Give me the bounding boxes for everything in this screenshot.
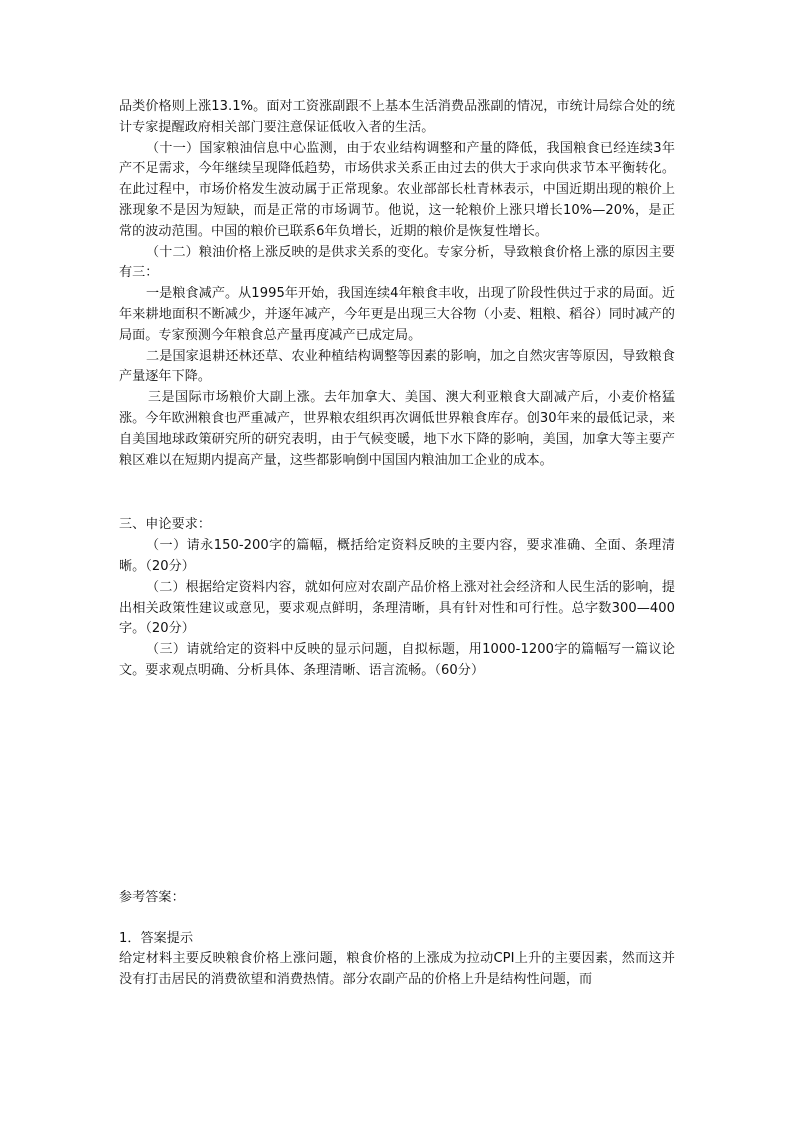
spacer: [119, 909, 675, 929]
paragraph-continuation: 品类价格则上涨13.1%。面对工资涨副跟不上基本生活消费品涨副的情况，市统计局综合处的统计专家提醒政府相关部门要注意保证低收入者的生活。: [119, 99, 675, 135]
answers-heading: 参考答案：: [119, 889, 185, 905]
spacer: [119, 682, 675, 888]
requirements-heading: 三、申论要求：: [119, 517, 212, 533]
answer-1-title: 1．答案提示: [119, 930, 194, 946]
paragraph-reason-3: 三是国际市场粮价大副上涨。去年加拿大、美国、澳大利亚粮食大副减产后，小麦价格猛涨。今年欧洲粮食也严重减产，世界粮农组织再次调低世界粮食库存。创30年来的最低记录，来自美国地球政策研究所的研究表明，由于气候变暖，地下水下降的影响，美国，加拿大等主要产粮区难以在短期内提高产量，这些都影响倒中国国内粮油加工企业的成本。: [119, 390, 675, 468]
requirement-2: （二）根据给定资料内容，就如何应对农副产品价格上涨对社会经济和人民生活的影响，提出相关政策性建议或意见，要求观点鲜明，条理清晰，具有针对性和可行性。总字数300—400字。（20分）: [119, 579, 675, 637]
paragraph-reason-2: 二是国家退耕还林还草、农业种植结构调整等因素的影响，加之自然灾害等原因，导致粮食产量逐年下降。: [119, 348, 675, 385]
requirement-3: （三）请就给定的资料中反映的显示问题，自拟标题，用1000-1200字的篇幅写一篇议论文。要求观点明确、分析具体、条理清晰、语言流畅。（60分）: [119, 642, 675, 678]
answer-1-text: 给定材料主要反映粮食价格上涨问题，粮食价格的上涨成为拉动CPI上升的主要因素，然而这并没有打击居民的消费欲望和消费热情。部分农副产品的价格上升是结构性问题，而: [119, 951, 675, 988]
paragraph-12: （十二）粮油价格上涨反映的是供求关系的变化。专家分析，导致粮食价格上涨的原因主要有三：: [119, 244, 675, 281]
paragraph-reason-1: 一是粮食减产。从1995年开始，我国连续4年粮食丰收，出现了阶段性供过于求的局面。近年来耕地面积不断减少，并逐年减产，今年更是出现三大谷物（小麦、粗粮、稻谷）同时减产的局面。专家预测今年粮食总产量再度减产已成定局。: [119, 286, 675, 343]
paragraph-11: （十一）国家粮油信息中心监测，由于农业结构调整和产量的降低，我国粮食已经连续3年产不足需求，今年继续呈现降低趋势，市场供求关系正由过去的供大于求向供求节本平衡转化。在此过程中，市场价格发生波动属于正常现象。农业部部长杜青林表示，中国近期出现的粮价上涨现象不是因为短缺，而是正常的市场调节。他说，这一轮粮价上涨只增长10%—20%，是正常的波动范围。中国的粮价已联系6年负增长，近期的粮价是恢复性增长。: [119, 140, 675, 239]
spacer: [119, 471, 675, 515]
requirement-1: （一）请永150-200字的篇幅，概括给定资料反映的主要内容，要求准确、全面、条理清晰。（20分）: [119, 538, 675, 574]
document-page: [119, 97, 675, 991]
